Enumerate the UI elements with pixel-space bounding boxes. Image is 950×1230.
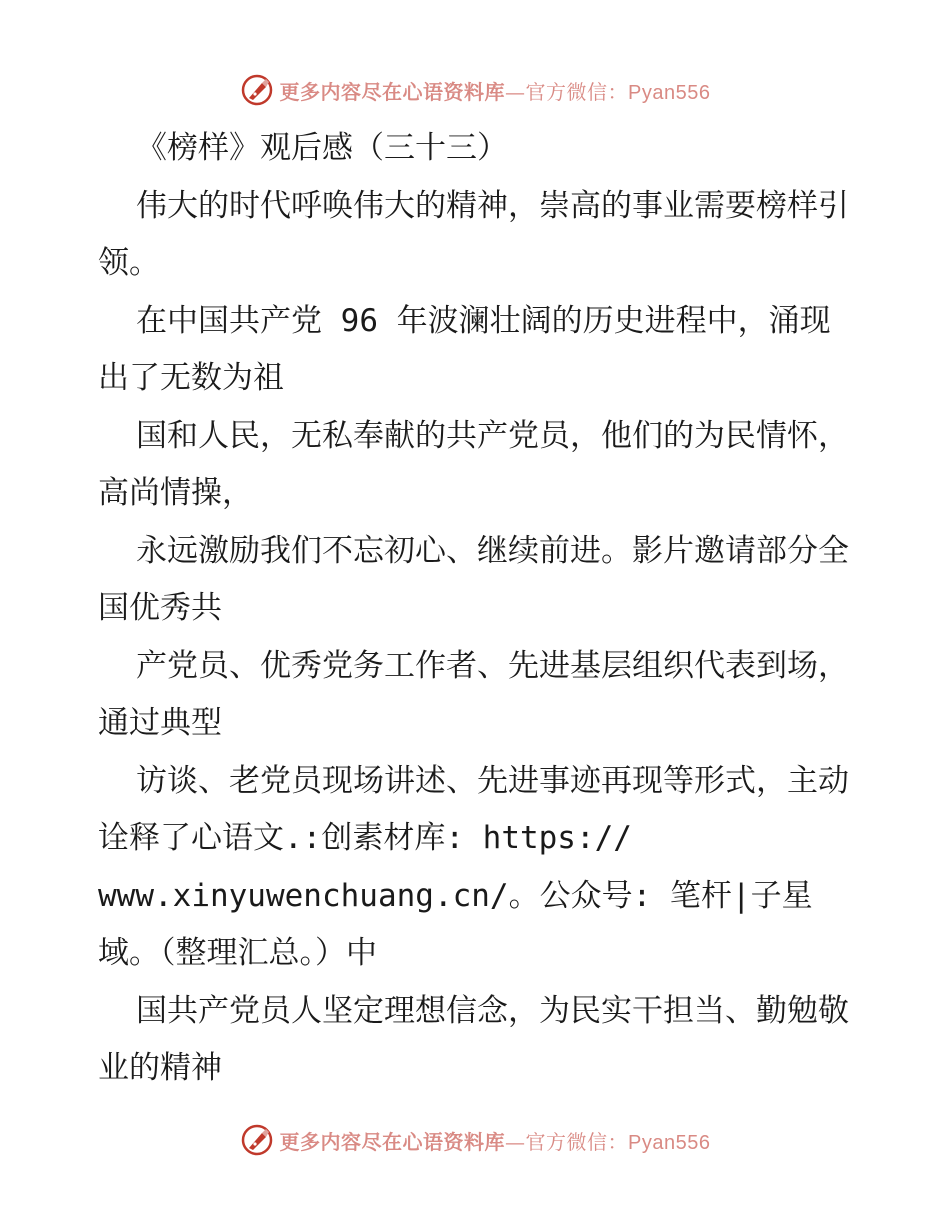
- pen-nib-logo-icon: [240, 73, 274, 107]
- paragraph-7: www.xinyuwenchuang.cn/。公众号: 笔杆|子星: [98, 877, 813, 914]
- paragraph-9: 国共产党员人坚定理想信念，为民实干担当、勤勉敬业的精神: [98, 992, 849, 1086]
- watermark-text: [280, 1126, 711, 1155]
- paragraph-1: 伟大的时代呼唤伟大的精神，崇高的事业需要榜样引领。: [98, 187, 849, 281]
- paragraph-5: 产党员、优秀党务工作者、先进基层组织代表到场，通过典型: [98, 647, 849, 741]
- watermark-sub-text: —官方微信：: [505, 1129, 629, 1154]
- document-title: 《榜样》观后感（三十三）: [136, 130, 508, 166]
- paragraph-2: 在中国共产党 96 年波澜壮阔的历史进程中，涌现出了无数为祖: [98, 302, 831, 396]
- pen-nib-logo-icon: [240, 1123, 274, 1157]
- watermark-sub-text: —官方微信：: [505, 79, 629, 104]
- watermark-wechat-id: Pyan556: [628, 81, 711, 104]
- watermark-main-text: 更多内容尽在心语资料库: [279, 79, 506, 104]
- paragraph-8: 域。（整理汇总。）中: [98, 935, 377, 971]
- header-watermark: [0, 68, 950, 112]
- document-body: [98, 120, 858, 1098]
- paragraph-6: 访谈、老党员现场讲述、先进事迹再现等形式，主动诠释了心语文.:创素材库: https://: [98, 762, 849, 856]
- paragraph-3: 国和人民，无私奉献的共产党员，他们的为民情怀，高尚情操，: [98, 417, 849, 511]
- watermark-wechat-id: Pyan556: [628, 1131, 711, 1154]
- watermark-main-text: 更多内容尽在心语资料库: [279, 1129, 506, 1154]
- paragraph-4: 永远激励我们不忘初心、继续前进。影片邀请部分全国优秀共: [98, 532, 849, 626]
- watermark-text: [280, 76, 711, 105]
- footer-watermark: [0, 1118, 950, 1162]
